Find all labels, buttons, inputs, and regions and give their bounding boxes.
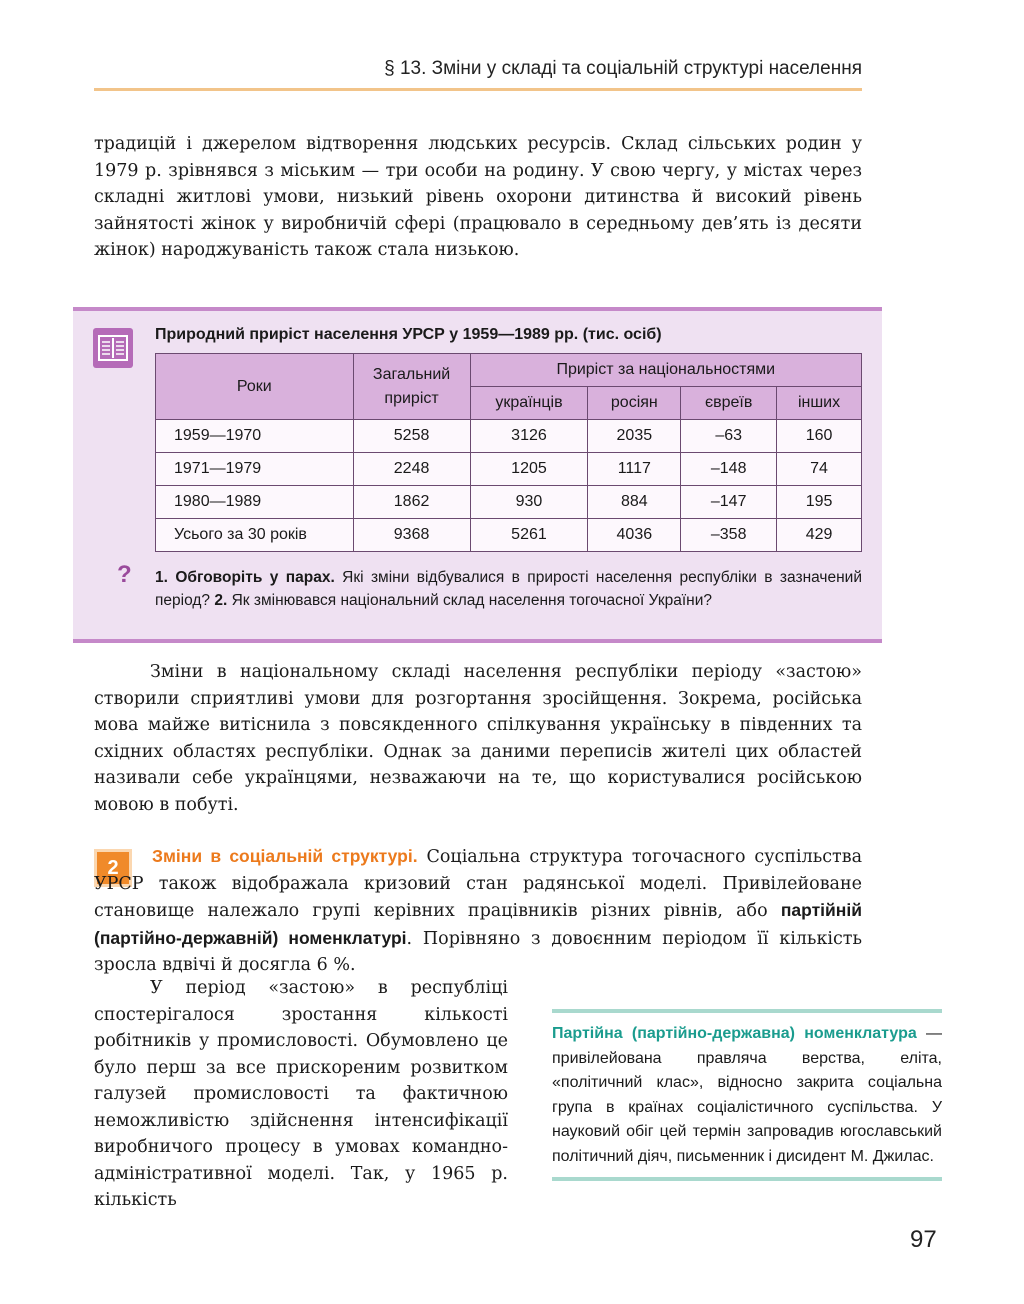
paragraph-2 bbox=[94, 659, 862, 818]
table-cell: 1862 bbox=[353, 486, 470, 519]
table-cell: 5261 bbox=[470, 519, 588, 552]
col-header-total: Загальний приріст bbox=[353, 354, 470, 420]
section-title: Зміни в соціальній структурі. bbox=[152, 846, 418, 866]
question-2-text: Як змінювався національний склад населення тогочасної України? bbox=[227, 592, 712, 609]
section-number-badge: 2 bbox=[94, 849, 132, 887]
col-header-russians: росіян bbox=[588, 387, 681, 420]
definition-term: Партійна (партійно-державна) номенклатура bbox=[552, 1025, 917, 1042]
paragraph-1-text: традицій і джерелом відтворення людських ресурсів. Склад сільських родин у 1979 р. зрівнявся з міським — три особи на родину. У свою чергу, у містах через складні житлові умови, низький рівень охорони дитинства й високий рівень зайнятості жінок у виробничій сфері (працювало в середньому дев’ять із десяти жінок) народжуваність також стала низькою. bbox=[94, 134, 862, 260]
table-row bbox=[156, 453, 862, 486]
table-cell: 930 bbox=[470, 486, 588, 519]
paragraph-1 bbox=[94, 131, 862, 264]
question-1-label: 1. Обговоріть у парах. bbox=[155, 569, 335, 586]
table-cell: 3126 bbox=[470, 420, 588, 453]
col-header-years: Роки bbox=[156, 354, 354, 420]
table-cell: 1205 bbox=[470, 453, 588, 486]
table-cell: 4036 bbox=[588, 519, 681, 552]
definition-text: — привілейована правляча верства, еліта, «політичний клас», відносно закрита соціальна група в країнах соціалістичного суспільства. У науковий обіг цей термін запровадив югославський політичний діяч, письменник і дисидент М. Джилас. bbox=[552, 1025, 942, 1165]
table-cell: 160 bbox=[777, 420, 862, 453]
table-cell: 1117 bbox=[588, 453, 681, 486]
table-cell: 9368 bbox=[353, 519, 470, 552]
col-header-ukrainians: українців bbox=[470, 387, 588, 420]
page-number: 97 bbox=[910, 1226, 937, 1253]
table-cell: 884 bbox=[588, 486, 681, 519]
table-cell: –148 bbox=[681, 453, 777, 486]
table-cell: –147 bbox=[681, 486, 777, 519]
paragraph-4 bbox=[94, 975, 508, 1214]
population-table bbox=[155, 353, 862, 552]
definition-box bbox=[552, 1009, 942, 1181]
table-cell: –358 bbox=[681, 519, 777, 552]
col-header-nationality: Приріст за національностями bbox=[470, 354, 861, 387]
paragraph-3 bbox=[94, 843, 862, 979]
table-cell: 1959—1970 bbox=[156, 420, 354, 453]
col-header-others: інших bbox=[777, 387, 862, 420]
book-icon bbox=[93, 328, 133, 368]
question-icon: ? bbox=[117, 561, 132, 588]
paragraph-4-text: У період «застою» в республіці спостерігалося зростання кількості робітників у промисловості. Обумовлено це було перш за все прискореним розвитком галузей промисловості та фактичною неможливістю здійснення інтенсифікації виробничого процесу в умовах командно-адміністративної моделі. Так, у 1965 р. кількість bbox=[94, 978, 508, 1210]
table-cell: 429 bbox=[777, 519, 862, 552]
paragraph-3-text bbox=[94, 843, 862, 979]
table-cell: 1980—1989 bbox=[156, 486, 354, 519]
table-cell: 195 bbox=[777, 486, 862, 519]
running-header: § 13. Зміни у складі та соціальній структурі населення bbox=[384, 58, 862, 79]
table-infobox bbox=[73, 307, 882, 643]
table-cell: 2248 bbox=[353, 453, 470, 486]
discussion-questions bbox=[155, 566, 862, 612]
table-row-total bbox=[156, 519, 862, 552]
table-cell: 1971—1979 bbox=[156, 453, 354, 486]
table-title: Природний приріст населення УРСР у 1959—1989 рр. (тис. осіб) bbox=[155, 326, 662, 343]
table-cell: 5258 bbox=[353, 420, 470, 453]
table-cell: Усього за 30 років bbox=[156, 519, 354, 552]
table-cell: –63 bbox=[681, 420, 777, 453]
table-row bbox=[156, 486, 862, 519]
section-term: партійній (партійно-державній) номенклатурі bbox=[94, 900, 862, 948]
col-header-jews: євреїв bbox=[681, 387, 777, 420]
section-text-b: . Порівняно з довоєнним періодом її кількість зросла вдвічі й досягла 6 %. bbox=[94, 928, 862, 975]
table-row bbox=[156, 420, 862, 453]
table-cell: 2035 bbox=[588, 420, 681, 453]
question-2-label: 2. bbox=[214, 592, 228, 609]
question-1-text: Які зміни відбувалися в прирості населення республіки в зазначений період? bbox=[155, 569, 862, 609]
header-rule bbox=[94, 88, 862, 91]
section-text-a: Соціальна структура тогочасного суспільства УРСР також відображала кризовий стан радянської моделі. Привілейоване становище належало групі керівних працівників різних рівнів, або bbox=[94, 847, 862, 921]
paragraph-2-text: Зміни в національному складі населення республіки періоду «застою» створили сприятливі умови для розгортання зросійщення. Зокрема, російська мова майже витіснила з повсякденного спілкування українську в південних та східних областях республіки. Однак за даними переписів жителі цих областей називали себе українцями, незважаючи на те, що користувалися російською мовою в побуті. bbox=[94, 662, 862, 815]
table-cell: 74 bbox=[777, 453, 862, 486]
